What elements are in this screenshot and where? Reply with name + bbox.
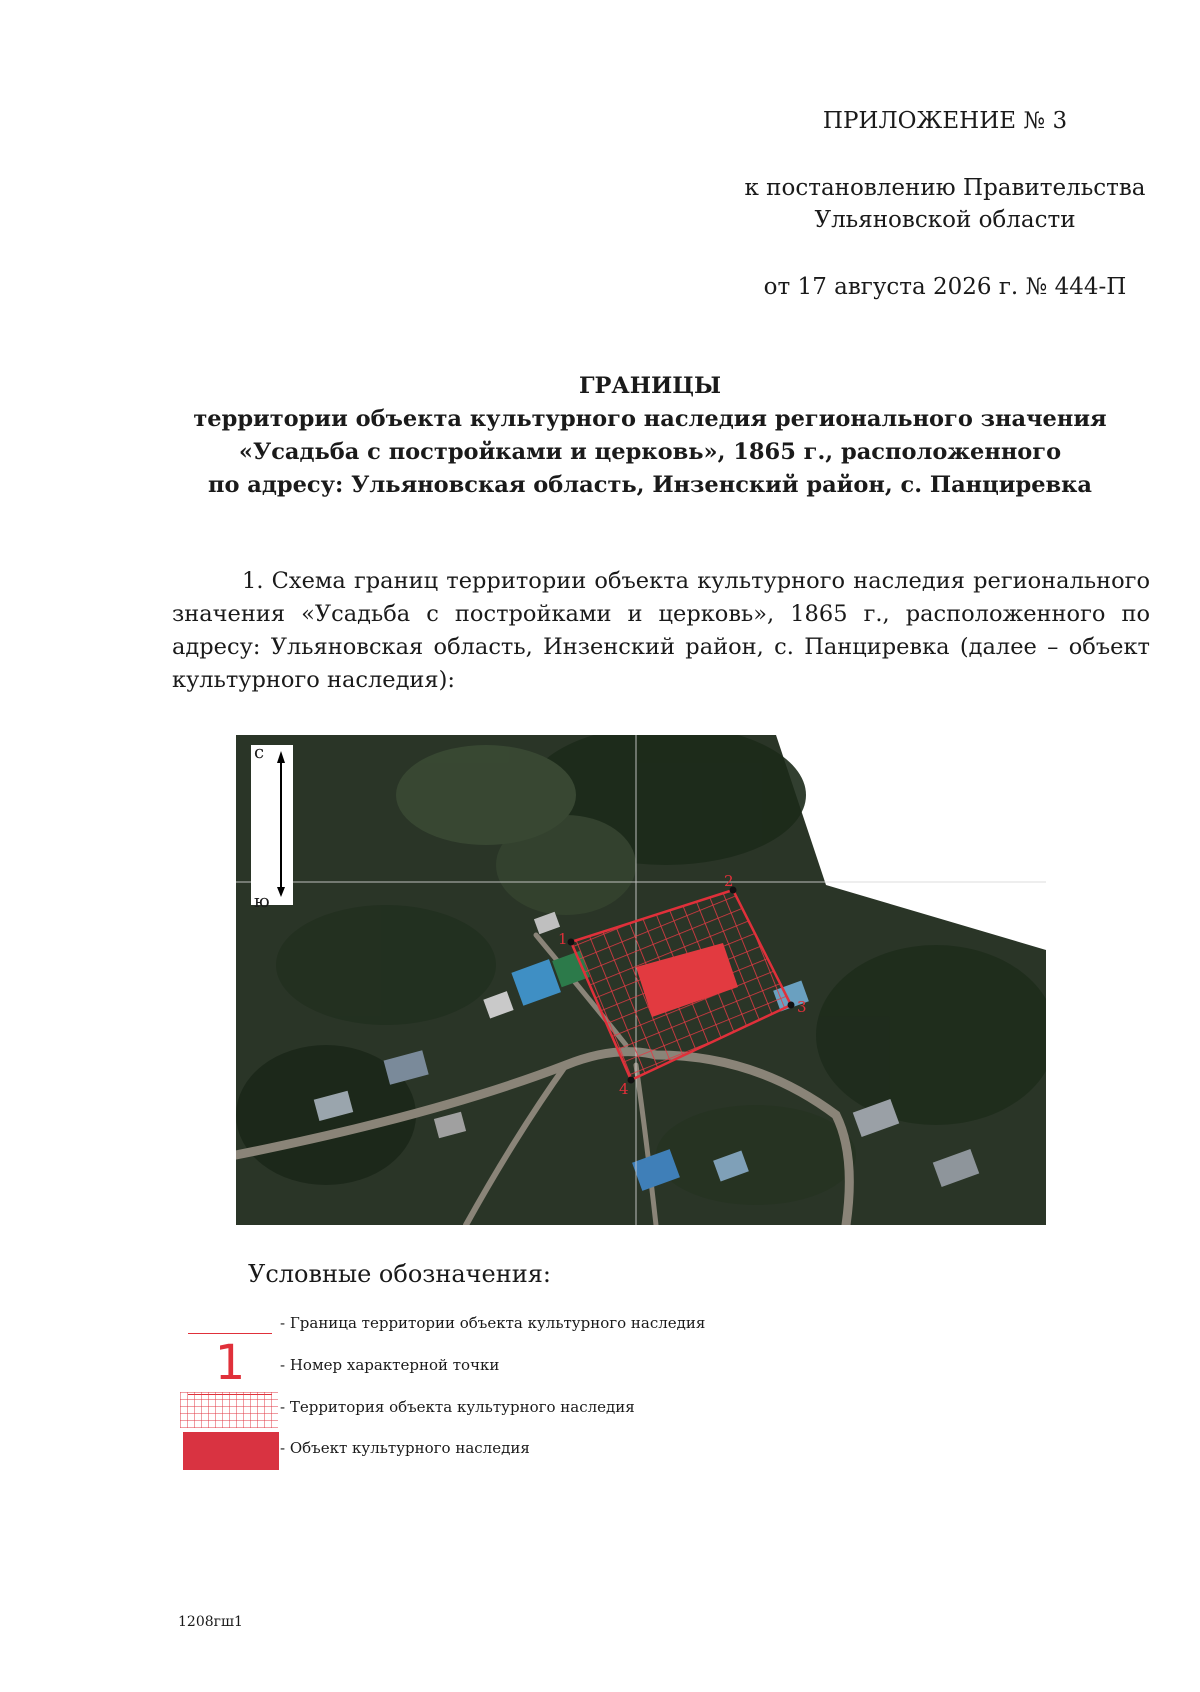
compass-north-label: с (254, 742, 265, 763)
legend-point-number-symbol: 1 (214, 1335, 246, 1391)
legend-title: Условные обозначения: (248, 1260, 551, 1288)
point-number-4: 4 (619, 1080, 629, 1098)
legend-territory-symbol (180, 1392, 278, 1428)
appendix-number: ПРИЛОЖЕНИЕ № 3 (822, 108, 1068, 134)
legend-object-label: - Объект культурного наследия (280, 1439, 530, 1457)
satellite-map (236, 735, 1046, 1225)
compass-south-label: ю (254, 891, 270, 912)
title-line-3: по адресу: Ульяновская область, Инзенский район, с. Панциревка (208, 472, 1092, 498)
legend-point-label: - Номер характерной точки (280, 1356, 500, 1374)
document-code: 1208гш1 (178, 1614, 243, 1630)
point-number-2: 2 (724, 872, 734, 890)
header-line-2: Ульяновской области (814, 207, 1076, 233)
legend-boundary-symbol (188, 1333, 272, 1334)
header-line-1: к постановлению Правительства (744, 175, 1146, 201)
point-number-3: 3 (797, 998, 807, 1016)
header-date: от 17 августа 2026 г. № 444-П (763, 274, 1127, 300)
legend-object-symbol (183, 1432, 279, 1470)
scheme-description: 1. Схема границ территории объекта культурного наследия регионального значения «Усадьба с постройками и церковь», 1865 г., расположенного по адресу: Ульяновская область, Инзенский район, с. Панциревка (далее – объект культурного наследия): (172, 568, 1150, 693)
legend-boundary-label: - Граница территории объекта культурного наследия (280, 1314, 706, 1332)
point-number-1: 1 (558, 930, 568, 948)
title-line-2: «Усадьба с постройками и церковь», 1865 г., расположенного (238, 439, 1062, 465)
legend-territory-label: - Территория объекта культурного наследия (280, 1398, 635, 1416)
title-main: ГРАНИЦЫ (578, 373, 722, 399)
title-line-1: территории объекта культурного наследия регионального значения (193, 406, 1107, 432)
compass (251, 745, 293, 905)
